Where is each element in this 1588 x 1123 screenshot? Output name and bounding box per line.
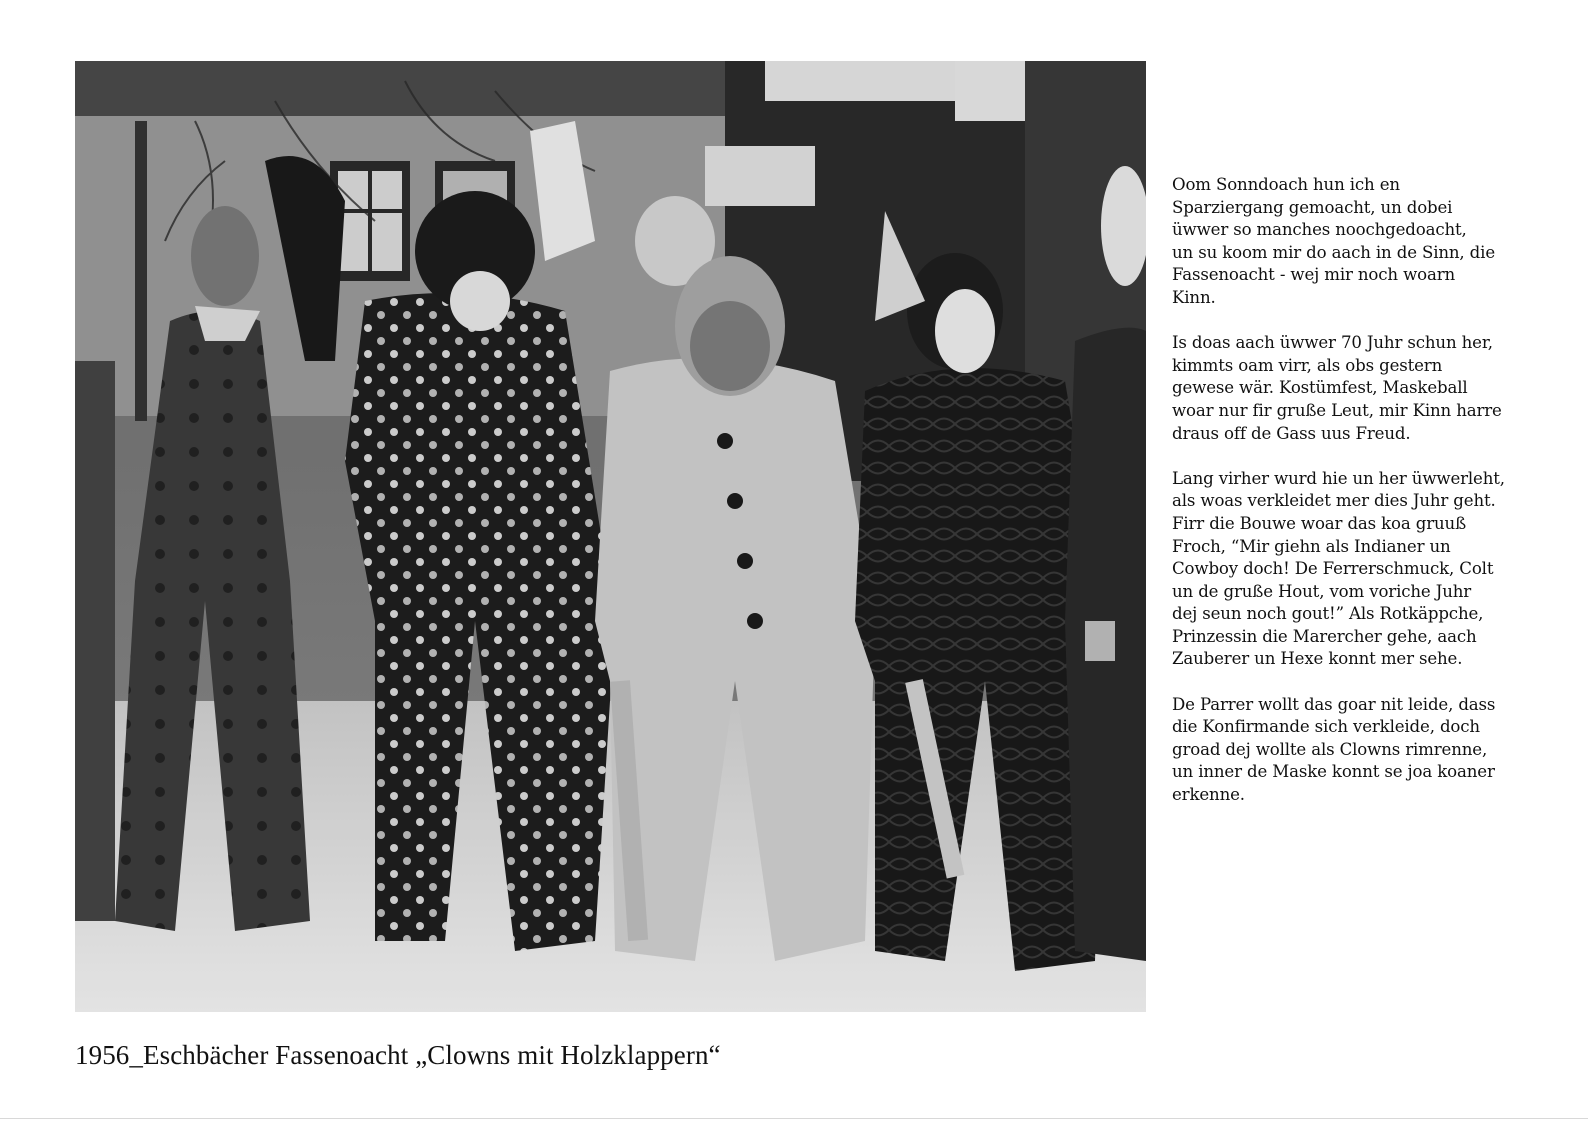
poem-line: Firr die Bouwe woar das koa gruuß [1172,513,1467,533]
poem-line: Zauberer un Hexe konnt mer sehe. [1172,649,1463,669]
poem-line: Sparziergang gemoacht, un dobei [1172,197,1453,217]
poem-line: Kinn. [1172,287,1216,307]
page-edge-divider [0,1118,1588,1119]
poem-line: De Parrer wollt das goar nit leide, dass [1172,694,1496,714]
poem-line: draus off de Gass uus Freud. [1172,423,1411,443]
poem-line: gewese wär. Kostümfest, Maskeball [1172,378,1468,398]
poem-line: die Konfirmande sich verkleide, doch [1172,717,1480,737]
poem-line: Prinzessin die Marercher gehe, aach [1172,626,1477,646]
poem-line: Fassenoacht - wej mir noch woarn [1172,265,1456,285]
poem-line: als woas verkleidet mer dies Juhr geht. [1172,491,1496,511]
poem-line: erkenne. [1172,785,1245,805]
poem-line: üwwer so manches noochgedoacht, [1172,220,1467,240]
poem-stanza [1172,468,1567,671]
poem-text [1172,174,1567,829]
poem-line: dej seun noch gout!” Als Rotkäppche, [1172,604,1484,624]
poem-line: groad dej wollte als Clowns rimrenne, [1172,739,1488,759]
poem-stanza [1172,332,1567,445]
poem-line: Lang virher wurd hie un her üwwerleht, [1172,468,1505,488]
historic-photo [75,61,1146,1012]
poem-line: Cowboy doch! De Ferrerschmuck, Colt [1172,559,1494,579]
poem-line: un su koom mir do aach in de Sinn, die [1172,242,1495,262]
photo-illustration-icon [75,61,1146,1012]
poem-line: Froch, “Mir giehn als Indianer un [1172,536,1451,556]
poem-line: un inner de Maske konnt se joa koaner [1172,762,1495,782]
poem-line: kimmts oam virr, als obs gestern [1172,355,1443,375]
photo-caption: 1956_Eschbächer Fassenoacht „Clowns mit Holzklappern“ [75,1040,721,1070]
poem-line: Is doas aach üwwer 70 Juhr schun her, [1172,333,1493,353]
poem-line: Oom Sonndoach hun ich en [1172,175,1400,194]
poem-stanza [1172,174,1567,310]
poem-line: woar nur fir gruße Leut, mir Kinn harre [1172,400,1502,420]
poem-stanza [1172,694,1567,807]
poem-line: un de gruße Hout, vom voriche Juhr [1172,581,1472,601]
